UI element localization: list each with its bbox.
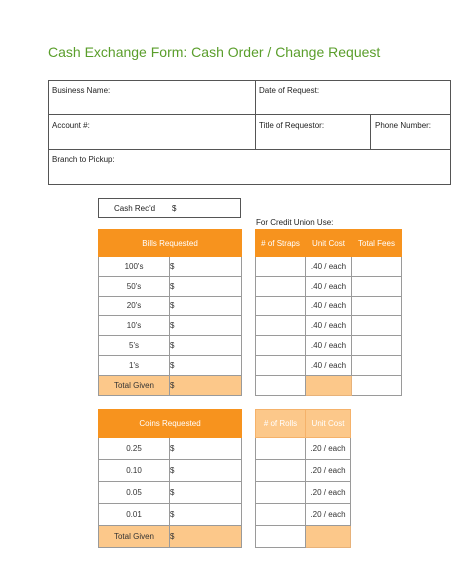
info-box: [48, 80, 451, 185]
bills-denomination: 100's: [99, 257, 170, 277]
straps-total-shaded-cell: [306, 375, 352, 395]
coins-table: [98, 409, 242, 548]
bills-denomination: 5's: [99, 336, 170, 356]
straps-header-count: # of Straps: [256, 230, 306, 257]
rolls-count-cell[interactable]: [256, 438, 306, 460]
coins-denomination: 0.05: [99, 482, 170, 504]
straps-unit-cost: .40 / each: [306, 355, 352, 375]
straps-unit-cost: .40 / each: [306, 296, 352, 316]
branch-to-pickup-field[interactable]: Branch to Pickup:: [52, 155, 115, 164]
credit-union-label: For Credit Union Use:: [256, 218, 334, 227]
coins-denomination: 0.10: [99, 460, 170, 482]
date-of-request-field[interactable]: Date of Request:: [259, 86, 320, 95]
cash-recd-box[interactable]: [98, 198, 241, 218]
straps-count-cell[interactable]: [256, 336, 306, 356]
coins-header: Coins Requested: [99, 410, 242, 438]
straps-unit-cost: .40 / each: [306, 336, 352, 356]
straps-spacer-cell: [256, 375, 306, 395]
cash-recd-dollar: $: [172, 204, 177, 213]
straps-fee-cell[interactable]: [352, 336, 402, 356]
coins-amount-cell[interactable]: $: [170, 438, 242, 460]
coins-total-cell[interactable]: $: [170, 526, 242, 548]
straps-unit-cost: .40 / each: [306, 257, 352, 277]
rolls-count-cell[interactable]: [256, 482, 306, 504]
rolls-table: [255, 409, 351, 548]
rolls-unit-cost: .20 / each: [306, 460, 351, 482]
title-of-requestor-field[interactable]: Title of Requestor:: [259, 121, 325, 130]
bills-denomination: 50's: [99, 276, 170, 296]
rolls-unit-cost: .20 / each: [306, 438, 351, 460]
straps-count-cell[interactable]: [256, 276, 306, 296]
bills-denomination: 10's: [99, 316, 170, 336]
coins-amount-cell[interactable]: $: [170, 482, 242, 504]
straps-header-unit-cost: Unit Cost: [306, 230, 352, 257]
straps-fee-cell[interactable]: [352, 296, 402, 316]
straps-fee-cell[interactable]: [352, 257, 402, 277]
straps-header-total-fees: Total Fees: [352, 230, 402, 257]
straps-count-cell[interactable]: [256, 257, 306, 277]
rolls-header-unit-cost: Unit Cost: [306, 410, 351, 438]
rolls-spacer-cell: [256, 526, 306, 548]
business-name-field[interactable]: Business Name:: [52, 86, 111, 95]
coins-total-label: Total Given: [99, 526, 170, 548]
bills-amount-cell[interactable]: $: [170, 355, 242, 375]
account-number-field[interactable]: Account #:: [52, 121, 90, 130]
bills-amount-cell[interactable]: $: [170, 316, 242, 336]
coins-amount-cell[interactable]: $: [170, 504, 242, 526]
form-title: Cash Exchange Form: Cash Order / Change Request: [48, 44, 381, 60]
straps-count-cell[interactable]: [256, 355, 306, 375]
bills-amount-cell[interactable]: $: [170, 296, 242, 316]
straps-count-cell[interactable]: [256, 296, 306, 316]
bills-total-cell[interactable]: $: [170, 375, 242, 395]
rolls-total-shaded-cell: [306, 526, 351, 548]
straps-fee-cell[interactable]: [352, 276, 402, 296]
straps-table: [255, 229, 402, 396]
coins-denomination: 0.25: [99, 438, 170, 460]
phone-number-field[interactable]: Phone Number:: [375, 121, 432, 130]
bills-amount-cell[interactable]: $: [170, 276, 242, 296]
info-divider-v1: [255, 80, 256, 150]
straps-count-cell[interactable]: [256, 316, 306, 336]
coins-denomination: 0.01: [99, 504, 170, 526]
straps-unit-cost: .40 / each: [306, 276, 352, 296]
bills-denomination: 1's: [99, 355, 170, 375]
bills-header: Bills Requested: [99, 230, 242, 257]
info-divider-2: [48, 149, 451, 150]
straps-unit-cost: .40 / each: [306, 316, 352, 336]
info-divider-v2: [370, 114, 371, 150]
coins-amount-cell[interactable]: $: [170, 460, 242, 482]
bills-denomination: 20's: [99, 296, 170, 316]
bills-amount-cell[interactable]: $: [170, 257, 242, 277]
rolls-unit-cost: .20 / each: [306, 504, 351, 526]
bills-amount-cell[interactable]: $: [170, 336, 242, 356]
info-divider-1: [48, 114, 451, 115]
straps-fee-cell[interactable]: [352, 316, 402, 336]
straps-fee-cell[interactable]: [352, 355, 402, 375]
rolls-count-cell[interactable]: [256, 460, 306, 482]
cash-recd-label: Cash Rec'd: [114, 204, 156, 213]
bills-table: [98, 229, 242, 396]
straps-total-fee-cell[interactable]: [352, 375, 402, 395]
rolls-header-count: # of Rolls: [256, 410, 306, 438]
rolls-count-cell[interactable]: [256, 504, 306, 526]
rolls-unit-cost: .20 / each: [306, 482, 351, 504]
bills-total-label: Total Given: [99, 375, 170, 395]
